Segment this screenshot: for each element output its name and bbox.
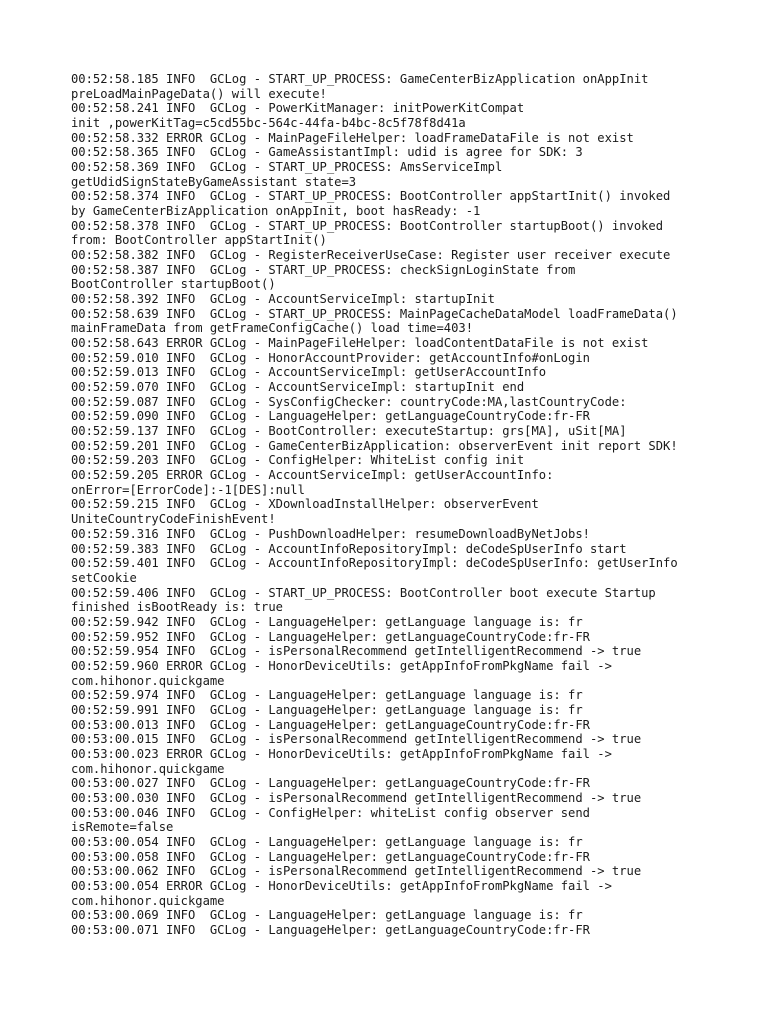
log-line: 00:52:59.137 INFO GCLog - BootController: executeStartup: grs[MA], uSit[MA] <box>71 424 627 439</box>
log-line: mainFrameData from getFrameConfigCache() load time=403! <box>71 321 474 336</box>
log-line: 00:53:00.071 INFO GCLog - LanguageHelper: getLanguageCountryCode:fr-FR <box>71 922 590 937</box>
log-line: BootController startupBoot() <box>71 277 276 292</box>
log-line: 00:53:00.069 INFO GCLog - LanguageHelper: getLanguage language is: fr <box>71 908 583 923</box>
log-line: 00:53:00.062 INFO GCLog - isPersonalRecommend getIntelligentRecommend -> true <box>71 864 642 879</box>
log-line: 00:52:59.090 INFO GCLog - LanguageHelper: getLanguageCountryCode:fr-FR <box>71 409 590 424</box>
log-line: 00:52:59.205 ERROR GCLog - AccountServiceImpl: getUserAccountInfo: <box>71 468 554 483</box>
log-line: from: BootController appStartInit() <box>71 233 327 248</box>
log-line: 00:52:59.316 INFO GCLog - PushDownloadHelper: resumeDownloadByNetJobs! <box>71 526 590 541</box>
log-line: 00:52:59.974 INFO GCLog - LanguageHelper: getLanguage language is: fr <box>71 688 583 703</box>
log-line: 00:52:59.215 INFO GCLog - XDownloadInstallHelper: observerEvent <box>71 497 539 512</box>
log-line: getUdidSignStateByGameAssistant state=3 <box>71 174 357 189</box>
log-line: 00:52:59.070 INFO GCLog - AccountServiceImpl: startupInit end <box>71 380 525 395</box>
log-line: com.hihonor.quickgame <box>71 761 225 776</box>
log-line: 00:52:58.365 INFO GCLog - GameAssistantImpl: udid is agree for SDK: 3 <box>71 145 583 160</box>
log-line: 00:52:59.203 INFO GCLog - ConfigHelper: WhiteList config init <box>71 453 525 468</box>
log-line: 00:52:59.954 INFO GCLog - isPersonalRecommend getIntelligentRecommend -> true <box>71 644 642 659</box>
log-line: 00:53:00.015 INFO GCLog - isPersonalRecommend getIntelligentRecommend -> true <box>71 732 642 747</box>
log-line: com.hihonor.quickgame <box>71 893 225 908</box>
log-line: 00:52:58.392 INFO GCLog - AccountServiceImpl: startupInit <box>71 292 495 307</box>
log-line: 00:52:58.374 INFO GCLog - START_UP_PROCESS: BootController appStartInit() invoked <box>71 189 671 204</box>
log-line: 00:53:00.054 INFO GCLog - LanguageHelper: getLanguage language is: fr <box>71 834 583 849</box>
log-line: com.hihonor.quickgame <box>71 673 225 688</box>
log-line: finished isBootReady is: true <box>71 600 283 615</box>
log-line: init ,powerKitTag=c5cd55bc-564c-44fa-b4bc-8c5f78f8d41a <box>71 116 466 131</box>
log-line: 00:52:59.406 INFO GCLog - START_UP_PROCESS: BootController boot execute Startup <box>71 585 656 600</box>
log-line: onError=[ErrorCode]:-1[DES]:null <box>71 482 305 497</box>
log-line: 00:52:59.087 INFO GCLog - SysConfigChecker: countryCode:MA,lastCountryCode: <box>71 394 627 409</box>
log-line: UniteCountryCodeFinishEvent! <box>71 512 276 527</box>
log-line: 00:52:58.378 INFO GCLog - START_UP_PROCESS: BootController startupBoot() invoked <box>71 218 664 233</box>
log-line: 00:52:58.643 ERROR GCLog - MainPageFileHelper: loadContentDataFile is not exist <box>71 336 649 351</box>
log-line: 00:52:59.013 INFO GCLog - AccountServiceImpl: getUserAccountInfo <box>71 365 547 380</box>
log-line: 00:53:00.023 ERROR GCLog - HonorDeviceUtils: getAppInfoFromPkgName fail -> <box>71 746 612 761</box>
log-line: 00:52:59.960 ERROR GCLog - HonorDeviceUtils: getAppInfoFromPkgName fail -> <box>71 658 612 673</box>
log-line: 00:52:59.201 INFO GCLog - GameCenterBizApplication: observerEvent init report SDK! <box>71 438 678 453</box>
log-line: 00:52:58.387 INFO GCLog - START_UP_PROCESS: checkSignLoginState from <box>71 262 576 277</box>
log-line: 00:53:00.046 INFO GCLog - ConfigHelper: whiteList config observer send <box>71 805 590 820</box>
log-line: 00:53:00.054 ERROR GCLog - HonorDeviceUtils: getAppInfoFromPkgName fail -> <box>71 878 612 893</box>
log-line: 00:52:58.382 INFO GCLog - RegisterReceiverUseCase: Register user receiver execute <box>71 248 671 263</box>
log-line: 00:52:59.952 INFO GCLog - LanguageHelper: getLanguageCountryCode:fr-FR <box>71 629 590 644</box>
log-line: 00:52:58.241 INFO GCLog - PowerKitManager: initPowerKitCompat <box>71 101 525 116</box>
log-document <box>71 72 711 938</box>
log-line: 00:52:58.639 INFO GCLog - START_UP_PROCESS: MainPageCacheDataModel loadFrameData() <box>71 306 678 321</box>
log-line: 00:52:58.332 ERROR GCLog - MainPageFileHelper: loadFrameDataFile is not exist <box>71 130 634 145</box>
log-line: 00:53:00.027 INFO GCLog - LanguageHelper: getLanguageCountryCode:fr-FR <box>71 776 590 791</box>
log-line: 00:53:00.030 INFO GCLog - isPersonalRecommend getIntelligentRecommend -> true <box>71 790 642 805</box>
log-line: 00:52:59.401 INFO GCLog - AccountInfoRepositoryImpl: deCodeSpUserInfo: getUserInfo <box>71 556 678 571</box>
log-line: 00:52:58.185 INFO GCLog - START_UP_PROCESS: GameCenterBizApplication onAppInit <box>71 72 649 86</box>
log-line: preLoadMainPageData() will execute! <box>71 86 327 101</box>
log-line: setCookie <box>71 570 137 585</box>
log-line: by GameCenterBizApplication onAppInit, boot hasReady: -1 <box>71 204 481 219</box>
log-line: 00:53:00.013 INFO GCLog - LanguageHelper: getLanguageCountryCode:fr-FR <box>71 717 590 732</box>
log-line: 00:53:00.058 INFO GCLog - LanguageHelper: getLanguageCountryCode:fr-FR <box>71 849 590 864</box>
log-line: 00:52:59.942 INFO GCLog - LanguageHelper: getLanguage language is: fr <box>71 614 583 629</box>
log-line: 00:52:59.991 INFO GCLog - LanguageHelper: getLanguage language is: fr <box>71 702 583 717</box>
log-line: 00:52:58.369 INFO GCLog - START_UP_PROCESS: AmsServiceImpl <box>71 160 503 175</box>
log-line: 00:52:59.383 INFO GCLog - AccountInfoRepositoryImpl: deCodeSpUserInfo start <box>71 541 627 556</box>
log-line: 00:52:59.010 INFO GCLog - HonorAccountProvider: getAccountInfo#onLogin <box>71 350 590 365</box>
log-line: isRemote=false <box>71 820 174 835</box>
